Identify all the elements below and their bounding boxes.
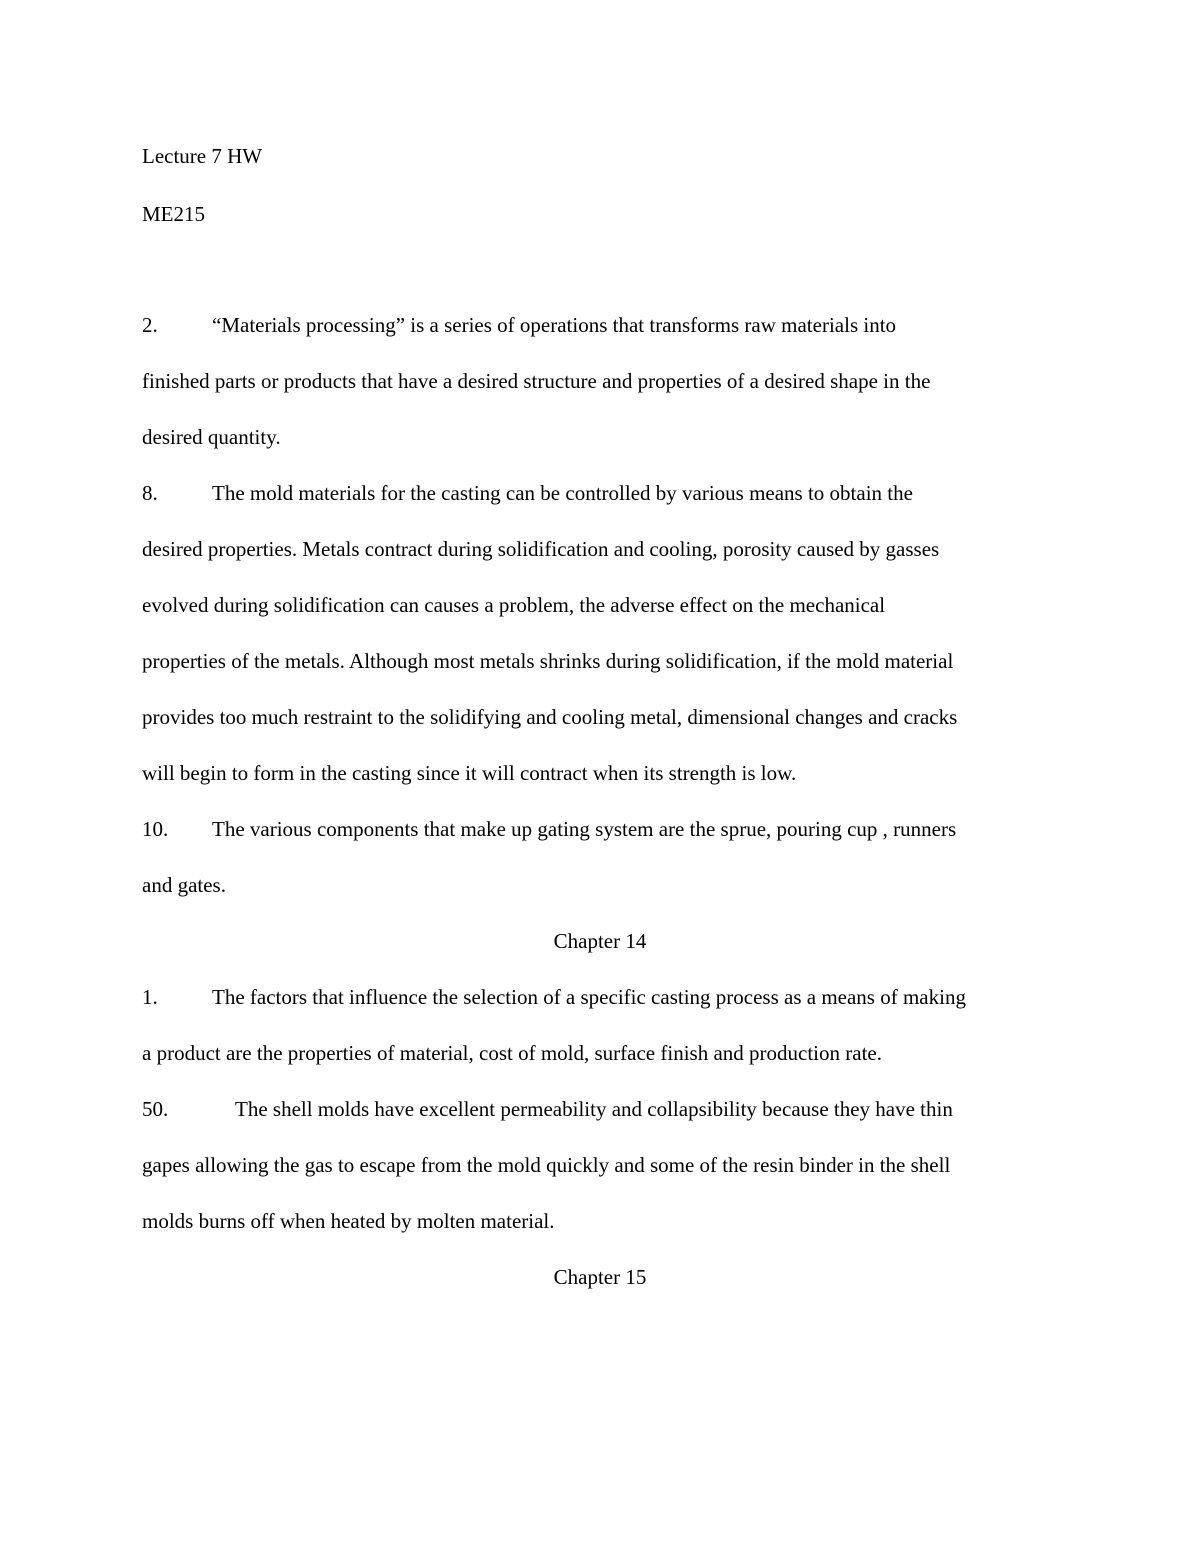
- answer-line: provides too much restraint to the solidifying and cooling metal, dimensional changes and cracks: [142, 705, 958, 729]
- answer-line: a product are the properties of material, cost of mold, surface finish and production rate.: [142, 1041, 882, 1065]
- question-number: 2.: [142, 313, 158, 337]
- answer-line: will begin to form in the casting since it will contract when its strength is low.: [142, 761, 797, 785]
- chapter-15-heading: Chapter 15: [553, 1265, 647, 1289]
- answer-text: The factors that influence the selection of a specific casting process as a means of making: [212, 985, 966, 1009]
- answer-line: properties of the metals. Although most metals shrinks during solidification, if the mold material: [142, 649, 954, 673]
- answer-text: The shell molds have excellent permeability and collapsibility because they have thin: [235, 1097, 953, 1121]
- question-number: 8.: [142, 481, 158, 505]
- answer-line: [142, 981, 1058, 1037]
- answer-2: [142, 309, 1058, 477]
- document-body: [142, 140, 1058, 1317]
- answer-line: finished parts or products that have a desired structure and properties of a desired shape in the: [142, 369, 931, 393]
- answer-line: [142, 477, 1058, 533]
- answer-text: The mold materials for the casting can be controlled by various means to obtain the: [212, 481, 913, 505]
- answer-ch14-1: [142, 981, 1058, 1093]
- chapter-14-heading: Chapter 14: [553, 929, 647, 953]
- answer-10: [142, 813, 1058, 925]
- answer-text: The various components that make up gating system are the sprue, pouring cup , runners: [212, 817, 957, 841]
- answer-line: desired properties. Metals contract during solidification and cooling, porosity caused by gasses: [142, 537, 940, 561]
- answer-text: “Materials processing” is a series of operations that transforms raw materials into: [212, 313, 897, 337]
- answer-line: [142, 309, 1058, 365]
- question-number: 1.: [142, 985, 158, 1009]
- document-title: Lecture 7 HW: [142, 144, 263, 168]
- answer-8: [142, 477, 1058, 813]
- question-number: 10.: [142, 817, 169, 841]
- answer-ch14-50: [142, 1093, 1058, 1261]
- answer-line: and gates.: [142, 873, 226, 897]
- answer-line: gapes allowing the gas to escape from the mold quickly and some of the resin binder in the shell: [142, 1153, 951, 1177]
- answer-line: desired quantity.: [142, 425, 281, 449]
- blank-line: [142, 254, 1058, 309]
- question-number: 50.: [142, 1097, 169, 1121]
- answer-line: evolved during solidification can causes a problem, the adverse effect on the mechanical: [142, 593, 886, 617]
- answer-line: [142, 1093, 1058, 1149]
- course-code: ME215: [142, 202, 205, 226]
- answer-line: [142, 813, 1058, 869]
- answer-line: molds burns off when heated by molten material.: [142, 1209, 555, 1233]
